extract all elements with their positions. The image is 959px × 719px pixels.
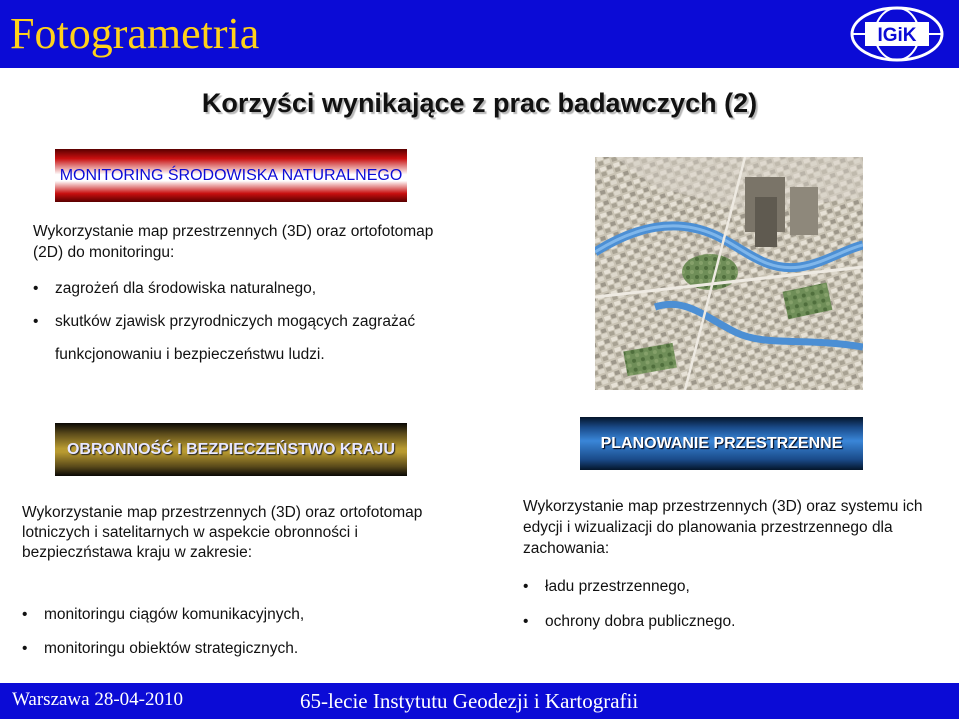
list-item: • monitoringu ciągów komunikacyjnych, [22,598,462,632]
list-item: • monitoringu obiektów strategicznych. [22,632,462,666]
planning-heading: PLANOWANIE PRZESTRZENNE [580,417,863,470]
monitoring-heading: MONITORING ŚRODOWISKA NATURALNEGO [55,149,407,202]
monitoring-list [33,272,463,371]
defense-heading: OBRONNOŚĆ I BEZPIECZEŃSTWO KRAJU [55,423,407,476]
monitoring-intro: Wykorzystanie map przestrzennych (3D) oraz ortofotomap (2D) do monitoringu: [33,223,434,261]
planning-intro: Wykorzystanie map przestrzennych (3D) oraz systemu ich edycji i wizualizacji do planowania przestrzennego dla zachowania: [523,498,923,557]
city-3d-map-image [595,157,863,390]
defense-intro: Wykorzystanie map przestrzennych (3D) oraz ortofotomap lotniczych i satelitarnych w aspekcie obronności i bezpieczństawa kraju w zakresie: [22,504,423,561]
footer-date: Warszawa 28-04-2010 [12,689,183,710]
defense-list [22,598,462,666]
list-item: • ładu przestrzennego, [523,569,943,604]
header-bar [0,0,959,68]
list-item: • ochrony dobra publicznego. [523,604,943,639]
footer-institute: 65-lecie Instytutu Geodezji i Kartografii [300,689,639,713]
footer-bar [0,683,959,719]
igik-logo [849,5,945,63]
list-item: • skutków zjawisk przyrodniczych mogących zagrażać funkcjonowaniu i bezpieczeństwu ludzi. [33,305,463,371]
slide-title: Korzyści wynikające z prac badawczych (2) [201,88,758,118]
list-item: • zagrożeń dla środowiska naturalnego, [33,272,463,305]
svg-text:IGiK: IGiK [877,25,917,46]
app-title: Fotogrametria [10,9,260,58]
planning-list [523,569,943,639]
